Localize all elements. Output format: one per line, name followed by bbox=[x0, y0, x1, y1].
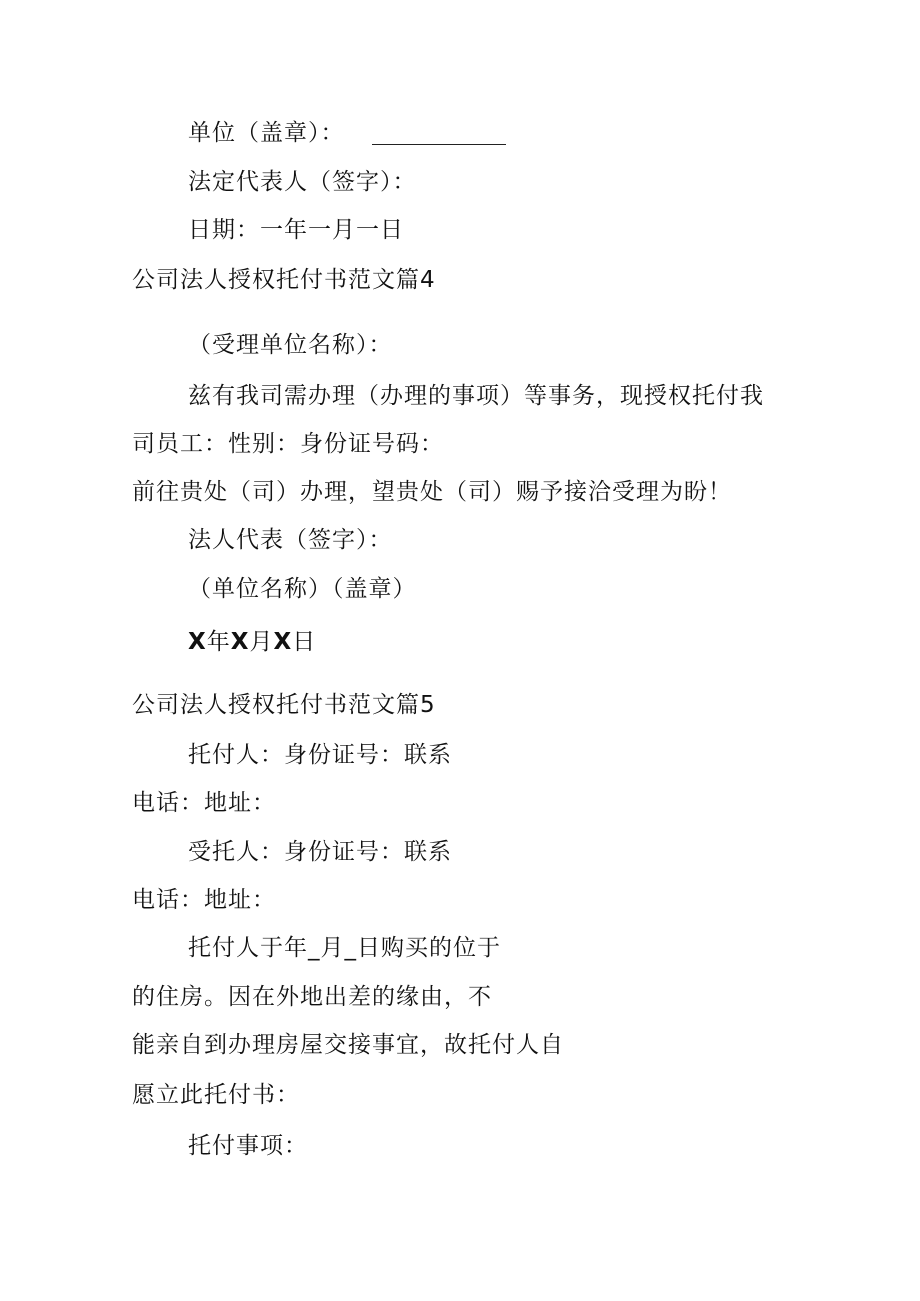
body-paragraph-line-3: 前往贵处（司）办理，望贵处（司）赐予接洽受理为盼！ bbox=[132, 479, 732, 505]
recipient-line: （受理单位名称）： bbox=[188, 332, 393, 358]
paragraph-line-3: 能亲自到办理房屋交接事宜，故托付人自 bbox=[132, 1032, 564, 1058]
entrustor-line-2: 电话：地址： bbox=[132, 790, 276, 816]
paragraph-line-2: 的住房。因在外地出差的缘由，不 bbox=[132, 984, 492, 1010]
date-month-value: X bbox=[230, 629, 250, 655]
date-day-value: X bbox=[273, 629, 293, 655]
section-5-heading: 公司法人授权托付书范文篇5 bbox=[132, 692, 436, 718]
date-month-label: 月 bbox=[249, 629, 274, 655]
trustee-line-1: 受托人：身份证号：联系 bbox=[188, 839, 452, 865]
date-year-label: 年 bbox=[206, 629, 231, 655]
paragraph-line-4: 愿立此托付书： bbox=[132, 1082, 300, 1108]
date-xyz-line bbox=[188, 627, 316, 657]
entrustor-line-1: 托付人：身份证号：联系 bbox=[188, 742, 452, 768]
date-day-label: 日 bbox=[292, 629, 317, 655]
unit-seal-line: 单位（盖章）： bbox=[188, 120, 345, 146]
body-paragraph-line-2: 司员工：性别：身份证号码： bbox=[132, 431, 444, 457]
body-paragraph-line-1: 兹有我司需办理（办理的事项）等事务，现授权托付我 bbox=[188, 383, 764, 409]
date-year-value: X bbox=[188, 629, 207, 655]
legal-rep-sign-line-2: 法人代表（签字）： bbox=[188, 527, 393, 553]
legal-rep-sign-line: 法定代表人（签字）： bbox=[188, 169, 417, 195]
unit-seal-line-2: （单位名称）（盖章） bbox=[188, 576, 417, 602]
trustee-line-2: 电话：地址： bbox=[132, 887, 276, 913]
section-4-heading: 公司法人授权托付书范文篇4 bbox=[132, 267, 436, 293]
paragraph-line-1: 托付人于年_月_日购买的位于 bbox=[188, 935, 501, 961]
signature-blank-line bbox=[372, 144, 506, 145]
date-line: 日期：一年一月一日 bbox=[188, 217, 404, 243]
matters-label: 托付事项： bbox=[188, 1133, 308, 1159]
